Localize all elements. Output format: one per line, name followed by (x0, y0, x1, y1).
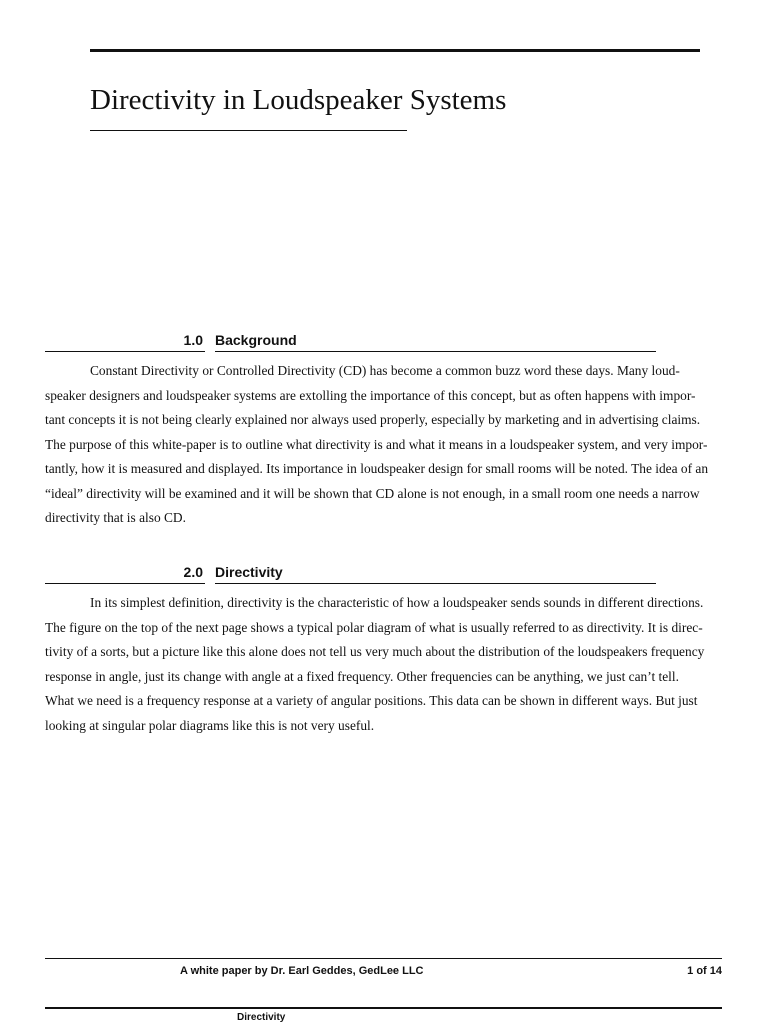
section-number: 1.0 (183, 332, 203, 348)
paragraph-line: tivity of a sorts, but a picture like this alone does not tell us very much about the distribution of the loudspeakers frequency (45, 644, 705, 659)
directivity-paragraph (45, 591, 725, 738)
section-rule-right (215, 583, 656, 584)
section-number: 2.0 (183, 564, 203, 580)
paragraph-line: In its simplest definition, directivity is the characteristic of how a loudspeaker sends sounds in different directions. (90, 595, 704, 610)
background-paragraph (45, 359, 725, 531)
paragraph-line: directivity that is also CD. (45, 510, 186, 525)
section-title: Directivity (215, 564, 283, 580)
next-page-header: Directivity (237, 1012, 286, 1023)
section-heading-directivity (0, 563, 768, 583)
paragraph-line: The figure on the top of the next page shows a typical polar diagram of what is usually referred to as directivity. It is direc- (45, 619, 703, 635)
section-rule-right (215, 351, 656, 352)
paragraph-line: speaker designers and loudspeaker systems are extolling the importance of this concept, but as often happens with impor- (45, 387, 696, 403)
paragraph-line: tantly, how it is measured and displayed. Its importance in loudspeaker design for small rooms will be noted. The idea of an (45, 461, 709, 476)
paragraph-line: What we need is a frequency response at a variety of angular positions. This data can be shown in different ways. But just (45, 693, 698, 708)
title-underline (90, 130, 407, 131)
next-page-top-rule (45, 1007, 722, 1009)
paragraph-line: response in angle, just its change with angle at a fixed frequency. Other frequencies can be anything, we just can’t tell. (45, 668, 679, 684)
section-title: Background (215, 332, 297, 348)
paragraph-line: looking at singular polar diagrams like this is not very useful. (45, 717, 375, 733)
footer-rule (45, 958, 722, 959)
top-rule (90, 49, 700, 52)
paragraph-line: “ideal” directivity will be examined and it will be shown that CD alone is not enough, in a small room one needs a narrow (45, 485, 700, 501)
paragraph-line: Constant Directivity or Controlled Directivity (CD) has become a common buzz word these days. Many loud- (90, 363, 680, 378)
section-rule-left (45, 583, 205, 584)
paragraph-line: tant concepts it is not being clearly explained nor always used properly, especially by marketing and in advertising claims. (45, 412, 701, 427)
footer-credit: A white paper by Dr. Earl Geddes, GedLee LLC (180, 965, 424, 977)
page-number: 1 of 14 (687, 965, 722, 977)
document-title: Directivity in Loudspeaker Systems (90, 84, 507, 116)
section-heading-background (0, 331, 768, 351)
section-rule-left (45, 351, 205, 352)
paragraph-line: The purpose of this white-paper is to outline what directivity is and what it means in a loudspeaker system, and very impor- (45, 436, 708, 452)
